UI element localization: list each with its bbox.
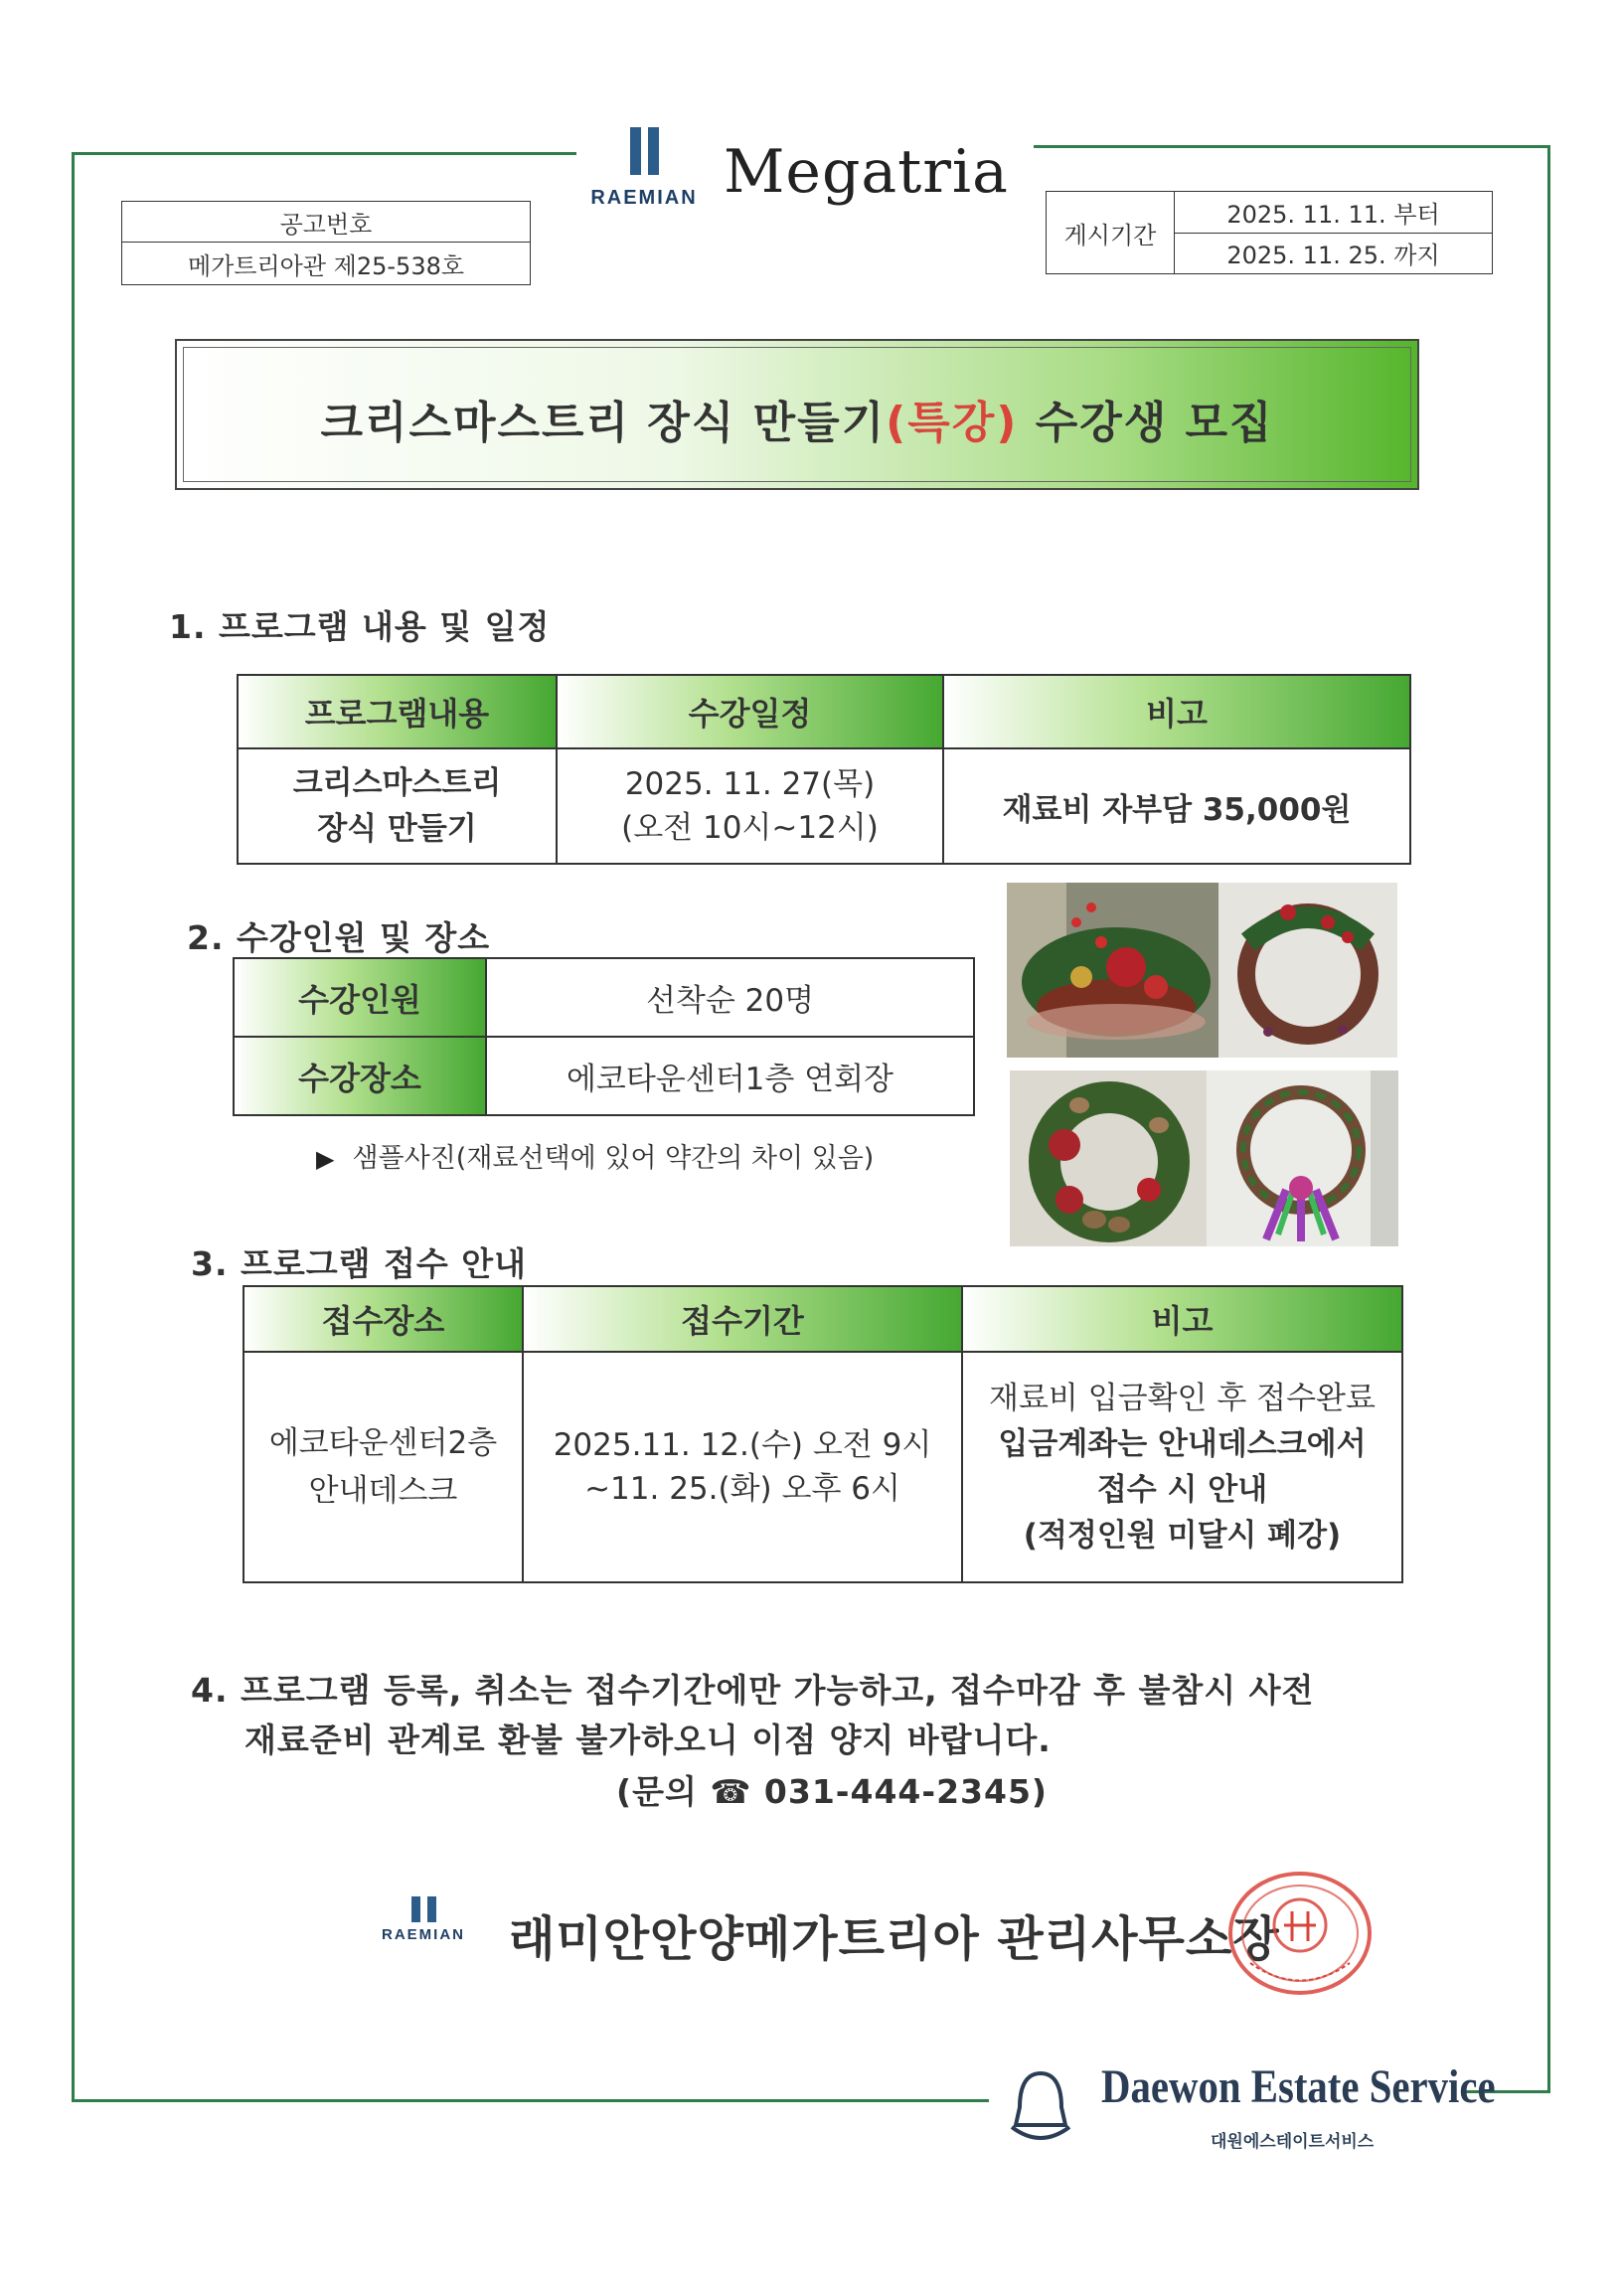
posting-period-end: 2025. 11. 25. 까지 <box>1175 233 1493 274</box>
program-content-cell <box>238 748 557 864</box>
registration-place-cell <box>243 1352 523 1582</box>
title-suffix: 수강생 모집 <box>1018 398 1274 448</box>
program-schedule-line2: (오전 10시~12시) <box>621 810 879 846</box>
capacity-table <box>233 957 975 1116</box>
registration-note-line4: (적정인원 미달시 폐강) <box>1023 1518 1342 1554</box>
frame-top-left <box>72 152 576 155</box>
company-name: Daewon Estate Service <box>1101 2060 1496 2113</box>
title-highlight: (특강) <box>886 398 1019 448</box>
section4-notice <box>191 1666 1483 1765</box>
title-main: 크리스마스트리 장식 만들기 <box>320 398 887 448</box>
program-schedule-line1: 2025. 11. 27(목) <box>624 766 876 802</box>
frame-top-right <box>1034 145 1550 148</box>
registration-period-line1: 2025.11. 12.(수) 오전 9시 <box>553 1427 932 1463</box>
raemian-logo <box>588 127 700 210</box>
posting-period-start: 2025. 11. 11. 부터 <box>1175 192 1493 234</box>
wreath-photo-1-icon <box>1007 883 1218 1058</box>
sample-photo-1 <box>1007 883 1218 1058</box>
capacity-value: 선착순 20명 <box>486 958 974 1037</box>
wreath-photo-4-icon <box>1207 1070 1398 1246</box>
registration-note-line3: 접수 시 안내 <box>1096 1472 1268 1508</box>
registration-header-place: 접수장소 <box>243 1286 523 1352</box>
program-content-line2: 장식 만들기 <box>317 811 477 847</box>
registration-note-cell <box>962 1352 1402 1582</box>
wreath-photo-3-icon <box>1010 1070 1207 1246</box>
footer-raemian-mark-icon <box>370 1896 477 1922</box>
footer-raemian-logo-text: RAEMIAN <box>382 1926 465 1943</box>
footer-raemian-logo <box>370 1896 477 1943</box>
registration-header-note: 비고 <box>962 1286 1402 1352</box>
sample-note <box>316 1136 874 1175</box>
sample-photo-3 <box>1010 1070 1207 1246</box>
raemian-logo-text: RAEMIAN <box>590 187 698 209</box>
program-header-schedule: 수강일정 <box>557 675 943 748</box>
place-value: 에코타운센터1층 연회장 <box>486 1037 974 1115</box>
program-schedule-cell <box>557 748 943 864</box>
registration-period-line2: ~11. 25.(화) 오후 6시 <box>584 1471 900 1507</box>
section3-heading: 3. 프로그램 접수 안내 <box>191 1244 527 1283</box>
sample-note-text: 샘플사진(재료선택에 있어 약간의 차이 있음) <box>352 1143 875 1174</box>
page-title <box>177 387 1417 450</box>
wreath-photo-2-icon <box>1218 883 1397 1058</box>
bell-icon <box>1006 2067 1075 2147</box>
program-table <box>237 674 1411 865</box>
registration-header-period: 접수기간 <box>523 1286 962 1352</box>
registration-note-line1: 재료비 입금확인 후 접수완료 <box>989 1381 1376 1416</box>
posting-period-label: 게시기간 <box>1047 192 1175 274</box>
program-header-note: 비고 <box>943 675 1410 748</box>
section4-line2: 재료준비 관계로 환불 불가하오니 이점 양지 바랍니다. <box>244 1721 1052 1759</box>
notice-number-label: 공고번호 <box>122 202 531 243</box>
office-name: 래미안안양메가트리아 관리사무소장 <box>509 1911 1280 1967</box>
section4-line1: 4. 프로그램 등록, 취소는 접수기간에만 가능하고, 접수마감 후 불참시 사전 <box>191 1671 1315 1710</box>
capacity-label: 수강인원 <box>234 958 486 1037</box>
company-korean: 대원에스테이트서비스 <box>1211 2132 1375 2152</box>
sample-photo-4 <box>1207 1070 1398 1246</box>
frame-right <box>1547 145 1550 2092</box>
contact-line: (문의 ☎ 031-444-2345) <box>616 1772 1049 1811</box>
official-seal-icon <box>1220 1864 1380 2003</box>
notice-number-box <box>121 201 531 285</box>
notice-number-value: 메가트리아관 제25-538호 <box>122 243 531 285</box>
place-label: 수강장소 <box>234 1037 486 1115</box>
section1-heading: 1. 프로그램 내용 및 일정 <box>169 607 551 646</box>
program-header-content: 프로그램내용 <box>238 675 557 748</box>
brand-name: Megatria <box>724 137 1009 207</box>
registration-period-cell <box>523 1352 962 1582</box>
registration-note-line2: 입금계좌는 안내데스크에서 <box>998 1426 1367 1462</box>
frame-bottom-left <box>75 2099 989 2102</box>
registration-place-line2: 안내데스크 <box>308 1473 458 1509</box>
registration-place-line1: 에코타운센터2층 <box>268 1425 498 1461</box>
raemian-mark-icon <box>588 127 700 175</box>
registration-table <box>243 1285 1403 1583</box>
title-box <box>175 339 1419 490</box>
program-note-cell: 재료비 자부담 35,000원 <box>943 748 1410 864</box>
section2-heading: 2. 수강인원 및 장소 <box>187 918 491 957</box>
frame-left <box>72 152 75 2102</box>
program-content-line1: 크리스마스트리 <box>292 765 502 801</box>
triangle-right-icon: ▶ <box>316 1145 335 1173</box>
sample-photo-2 <box>1218 883 1397 1058</box>
posting-period-box <box>1046 191 1493 274</box>
